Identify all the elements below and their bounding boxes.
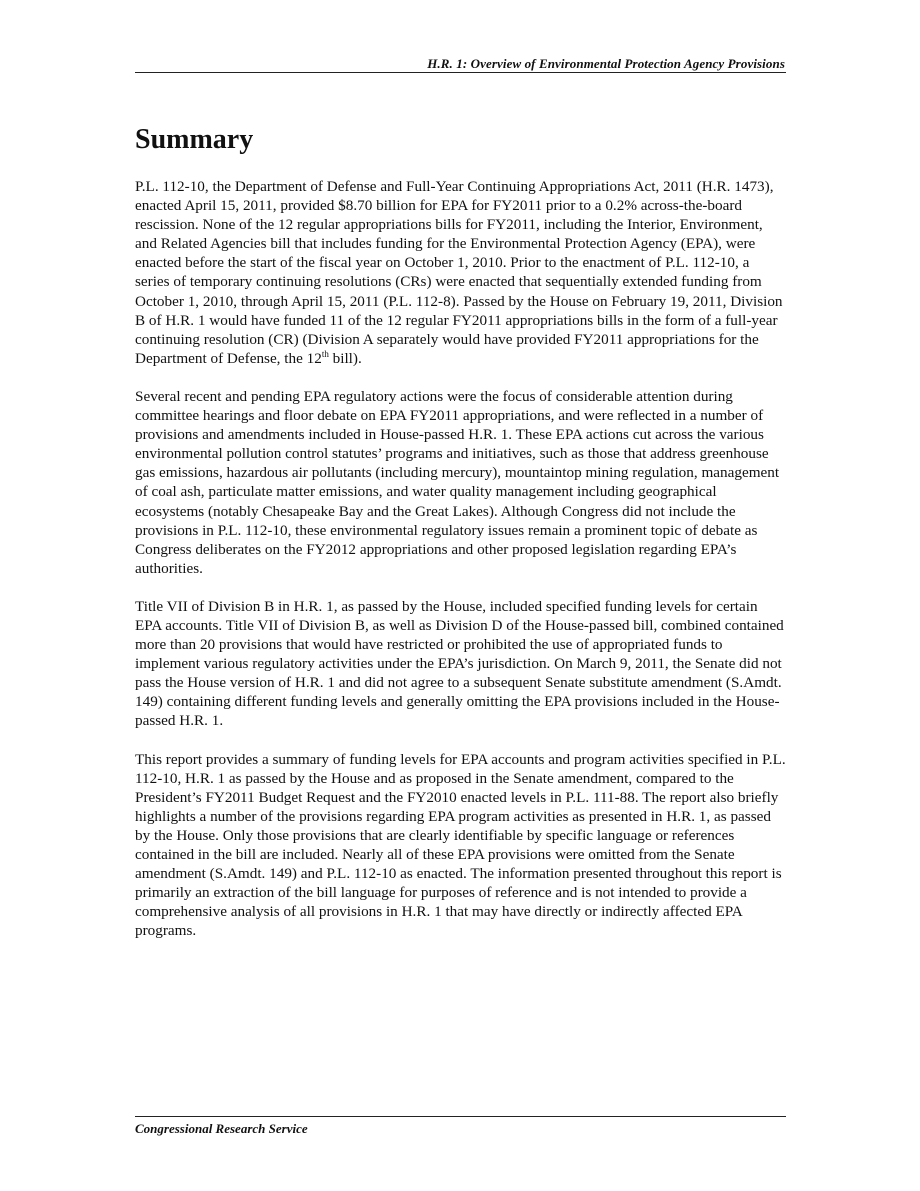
paragraph-1 [135,177,786,368]
paragraph-3: Title VII of Division B in H.R. 1, as passed by the House, included specified funding levels for certain EPA accounts. Title VII of Division B, as well as Division D of the House-passed bill, combined contained more than 20 provisions that would have restricted or prohibited the use of appropriated funds to implement various regulatory activities under the EPA’s jurisdiction. On March 9, 2011, the Senate did not pass the House version of H.R. 1 and did not agree to a subsequent Senate substitute amendment (S.Amdt. 149) containing different funding levels and generally omitting the EPA provisions included in the House-passed H.R. 1. [135,597,784,730]
header-divider [135,72,786,73]
ordinal-superscript: th [321,348,329,359]
running-footer-publisher: Congressional Research Service [135,1121,308,1136]
running-header-title: H.R. 1: Overview of Environmental Protection Agency Provisions [427,56,785,71]
section-title: Summary [135,124,254,155]
paragraph-4: This report provides a summary of funding levels for EPA accounts and program activities specified in P.L. 112-10, H.R. 1 as passed by the House and as proposed in the Senate amendment, compared to the President’s FY2011 Budget Request and the FY2010 enacted levels in P.L. 111-88. The report also briefly highlights a number of the provisions regarding EPA program activities as presented in H.R. 1, as passed by the House. Only those provisions that are clearly identifiable by specific language or references contained in the bill are included. Nearly all of these EPA provisions were omitted from the Senate amendment (S.Amdt. 149) and P.L. 112-10 as enacted. The information presented throughout this report is primarily an extraction of the bill language for purposes of reference and is not intended to provide a comprehensive analysis of all provisions in H.R. 1 that may have directly or indirectly affected EPA programs. [135,750,786,940]
footer-divider [135,1116,786,1117]
paragraph-2: Several recent and pending EPA regulatory actions were the focus of considerable attention during committee hearings and floor debate on EPA FY2011 appropriations, and were reflected in a number of provisions and amendments included in House-passed H.R. 1. These EPA actions cut across the various environmental pollution control statutes’ programs and initiatives, such as those that address greenhouse gas emissions, hazardous air pollutants (including mercury), mountaintop mining regulation, management of coal ash, particulate matter emissions, and water quality management including geographical ecosystems (notably Chesapeake Bay and the Great Lakes). Although Congress did not include the provisions in P.L. 112-10, these environmental regulatory issues remain a prominent topic of debate as Congress deliberates on the FY2012 appropriations and other proposed legislation regarding EPA’s authorities. [135,387,780,577]
summary-body [135,177,786,959]
paragraph-1-tail: bill). [328,349,362,367]
paragraph-1-text: P.L. 112-10, the Department of Defense and Full-Year Continuing Appropriations Act, 2011 (H.R. 1473), enacted April 15, 2011, provided $8.70 billion for EPA for FY2011 prior to a 0.2% across-the-board rescission. None of the 12 regular appropriations bills for FY2011, including the Interior, Environment, and Related Agencies bill that includes funding for the Environmental Protection Agency (EPA), were enacted before the start of the fiscal year on October 1, 2010. Prior to the enactment of P.L. 112-10, a series of temporary continuing resolutions (CRs) were enacted that sequentially extended funding from October 1, 2010, through April 15, 2011 (P.L. 112-8). Passed by the House on February 19, 2011, Division B of H.R. 1 would have funded 11 of the 12 regular FY2011 appropriations bills in the form of a full-year continuing resolution (CR) (Division A separately would have provided FY2011 appropriations for the Department of Defense, the 12 [135,178,783,367]
